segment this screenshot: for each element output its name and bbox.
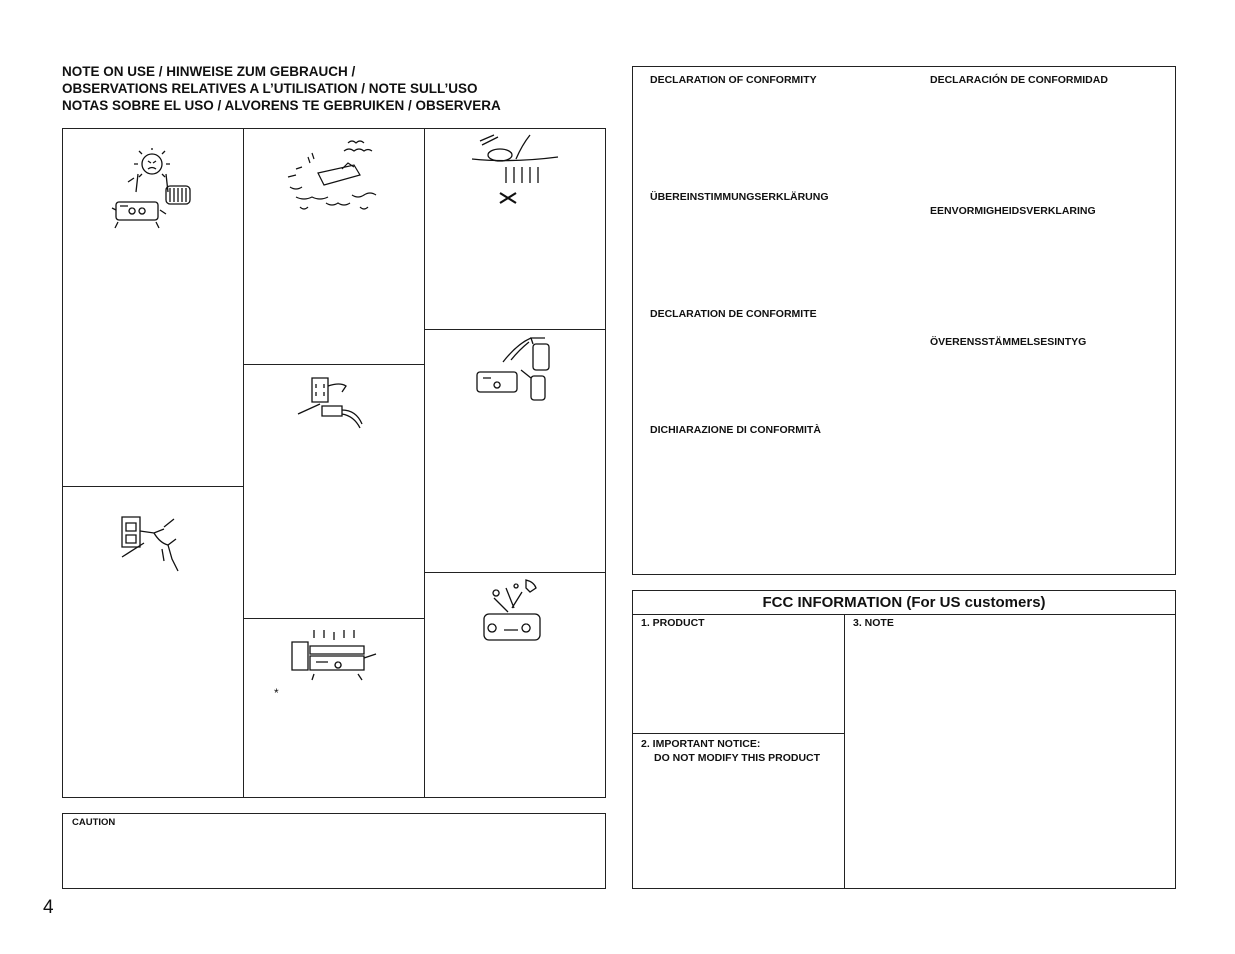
declaration-english: DECLARATION OF CONFORMITY [650, 74, 817, 86]
declaration-italian: DICHIARAZIONE DI CONFORMITÀ [650, 424, 821, 436]
fcc-title: FCC INFORMATION (For US customers) [762, 594, 1046, 611]
declaration-spanish: DECLARACIÓN DE CONFORMIDAD [930, 74, 1108, 86]
section-heading [62, 63, 501, 114]
tools-repair-icon [482, 578, 546, 646]
chemical-spray-icon [473, 336, 561, 404]
declaration-dutch: EENVORMIGHEIDSVERKLARING [930, 205, 1096, 217]
grid-divider-v1 [243, 128, 244, 798]
heading-line-1: NOTE ON USE / HINWEISE ZUM GEBRAUCH / [62, 64, 356, 79]
caution-label: CAUTION [72, 817, 116, 828]
no-foreign-objects-icon [470, 133, 560, 207]
declaration-french: DECLARATION DE CONFORMITE [650, 308, 817, 320]
unplug-cord-icon [118, 513, 188, 575]
fcc-note-label: 3. NOTE [853, 617, 894, 629]
caution-box [62, 813, 606, 889]
grid-divider-h-col2b [243, 618, 425, 619]
page-number: 4 [43, 897, 54, 918]
fcc-product-label: 1. PRODUCT [641, 617, 705, 629]
wall-outlet-icon [296, 374, 368, 432]
fcc-column-divider [844, 614, 845, 889]
declaration-german: ÜBEREINSTIMMUNGSERKLÄRUNG [650, 191, 829, 203]
grid-divider-h-col2a [243, 364, 425, 365]
heading-line-3: NOTAS SOBRE EL USO / ALVORENS TE GEBRUIKEN / OBSERVERA [62, 98, 501, 113]
fcc-notice-line-2: DO NOT MODIFY THIS PRODUCT [654, 752, 821, 764]
grid-divider-h-col3b [424, 572, 606, 573]
heading-line-2: OBSERVATIONS RELATIVES A L’UTILISATION / NOTE SULL’USO [62, 81, 478, 96]
fcc-row-divider [632, 733, 845, 734]
declaration-box [632, 66, 1176, 575]
grid-divider-v2 [424, 128, 425, 798]
grid-divider-h-col1 [62, 486, 244, 487]
fcc-notice-line-1: 2. IMPORTANT NOTICE: [641, 738, 761, 750]
asterisk-mark: * [274, 686, 279, 700]
sun-heat-icon [108, 148, 198, 230]
declaration-swedish: ÖVERENSSTÄMMELSESINTYG [930, 336, 1087, 348]
ventilation-icon [288, 628, 380, 684]
fcc-title-divider [632, 614, 1176, 615]
grid-divider-h-col3a [424, 329, 606, 330]
dust-humidity-icon [286, 137, 380, 215]
fcc-notice-label [641, 737, 820, 765]
